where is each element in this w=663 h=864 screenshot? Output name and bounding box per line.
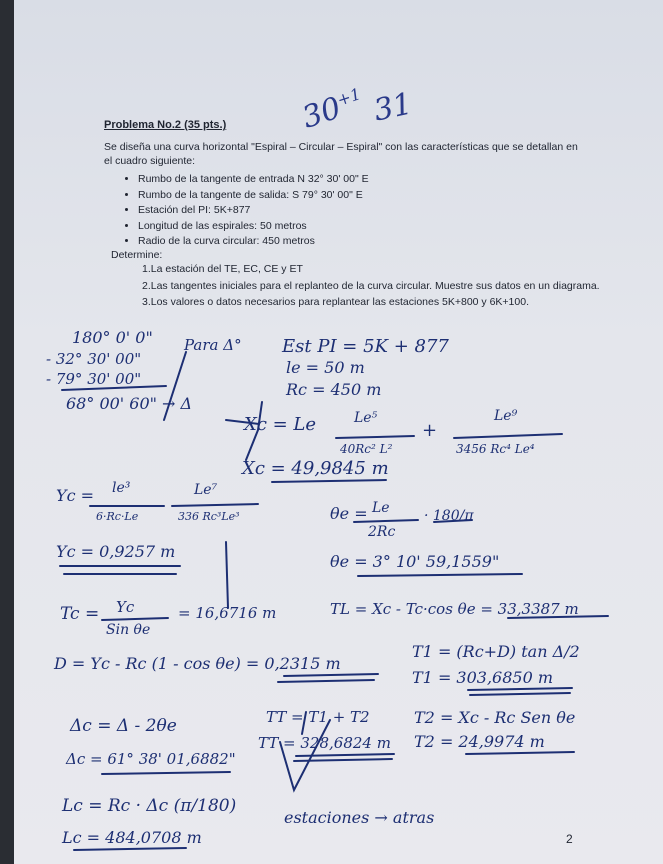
result-underline: [466, 752, 574, 754]
lc-result: Lc = 484,0708 m: [62, 828, 202, 847]
theta-numerator: Le: [372, 500, 390, 516]
list-item: • Longitud de las espirales: 50 metros: [138, 219, 369, 235]
yc-result: Yc = 0,9257 m: [56, 542, 176, 561]
result-underline: [284, 674, 378, 676]
xc-term1-denominator: 40Rc² L²: [340, 442, 393, 456]
subtraction-line-1: 180° 0' 0": [72, 328, 153, 347]
result-underline: [74, 848, 186, 850]
list-item: 3.Los valores o datos necesarios para replantear las estaciones 5K+800 y 6K+100.: [142, 296, 529, 308]
lc-formula: Lc = Rc · Δc (π/180): [62, 796, 237, 816]
xc-term2-numerator: Le⁹: [494, 408, 518, 424]
theta-denominator: 2Rc: [368, 524, 396, 540]
problem-intro: Se diseña una curva horizontal "Espiral – Circular – Espiral" con las características que se detallan en el cuadro siguiente:: [104, 141, 578, 167]
fraction-bar: [102, 618, 168, 620]
slash-stroke: [226, 542, 228, 608]
delta-c-result: Δc = 61° 38' 01,6882": [66, 750, 236, 768]
estaciones-note: estaciones → atras: [284, 808, 435, 827]
tt-formula: TT = T1 + T2: [266, 708, 370, 726]
fraction-bar: [172, 504, 258, 506]
exam-sheet: [14, 0, 663, 864]
tc-numerator: Yc: [116, 598, 135, 616]
page-number: 2: [566, 832, 573, 846]
result-underline: [278, 680, 374, 682]
yc-lhs: Yc =: [56, 486, 95, 505]
fraction-bar: [336, 436, 414, 438]
yc-term1-denominator: 6·Rc·Le: [96, 510, 139, 523]
tc-result: = 16,6716 m: [178, 604, 277, 622]
list-item: • Radio de la curva circular: 450 metros: [138, 234, 369, 250]
theta-result: θe = 3° 10' 59,1559": [330, 552, 500, 571]
list-item: • Rumbo de la tangente de entrada N 32° 30' 00" E: [138, 172, 369, 188]
result-underline: [272, 480, 386, 482]
grade-score-sup: +1: [334, 84, 364, 110]
tc-denominator: Sin θe: [106, 622, 151, 638]
result-underline: [468, 688, 572, 690]
xc-plus: +: [422, 420, 438, 441]
list-item: 2.Las tangentes iniciales para el replanteo de la curva circular. Muestre sus datos en un diagrama.: [142, 279, 600, 292]
yc-term2-numerator: Le⁷: [194, 482, 218, 498]
delta-c-formula: Δc = Δ - 2θe: [70, 716, 177, 736]
pi-station: Est PI = 5K + 877: [282, 336, 449, 357]
grade-score-value: 30: [298, 90, 346, 136]
tc-lhs: Tc =: [60, 604, 100, 624]
tl-formula: TL = Xc - Tc·cos θe = 33,3387 m: [330, 600, 579, 618]
yc-term1-numerator: le³: [112, 480, 131, 496]
circular-radius: Rc = 450 m: [286, 380, 382, 399]
t1-result: T1 = 303,6850 m: [412, 668, 554, 687]
t1-formula: T1 = (Rc+D) tan Δ/2: [412, 642, 580, 661]
theta-factor: · 180/π: [424, 508, 474, 524]
result-underline: [102, 772, 230, 774]
subtraction-line-2: - 32° 30' 00": [46, 350, 142, 368]
fraction-bar: [454, 434, 562, 438]
list-item: • Estación del PI: 5K+877: [138, 203, 369, 219]
problem-title: Problema No.2 (35 pts.): [104, 119, 227, 131]
d-formula: D = Yc - Rc (1 - cos θe) = 0,2315 m: [54, 654, 341, 673]
list-item: • Rumbo de la tangente de salida: S 79° 30' 00" E: [138, 188, 369, 204]
theta-lhs: θe =: [330, 504, 368, 523]
grade-extra: 31: [370, 86, 416, 129]
yc-term2-denominator: 336 Rc³Le³: [178, 510, 240, 523]
spiral-length: le = 50 m: [286, 358, 365, 377]
subtraction-result: 68° 00' 60": [66, 394, 158, 413]
subtraction-line-3: - 79° 30' 00": [46, 370, 142, 388]
tt-result: TT = 328,6824 m: [258, 734, 391, 752]
delta-label: → Δ: [162, 394, 193, 413]
para-delta-note: Para Δ°: [184, 336, 242, 354]
t2-result: T2 = 24,9974 m: [414, 732, 545, 751]
determine-label: Determine:: [111, 249, 163, 261]
result-underline: [358, 574, 522, 576]
xc-term1-numerator: Le⁵: [354, 410, 378, 426]
xc-result: Xc = 49,9845 m: [242, 458, 389, 479]
list-item: 1.La estación del TE, EC, CE y ET: [142, 263, 303, 275]
t2-formula: T2 = Xc - Rc Sen θe: [414, 708, 576, 727]
xc-formula-lhs: Xc = Le: [244, 414, 317, 435]
result-underline: [470, 693, 570, 695]
xc-term2-denominator: 3456 Rc⁴ Le⁴: [456, 442, 535, 456]
